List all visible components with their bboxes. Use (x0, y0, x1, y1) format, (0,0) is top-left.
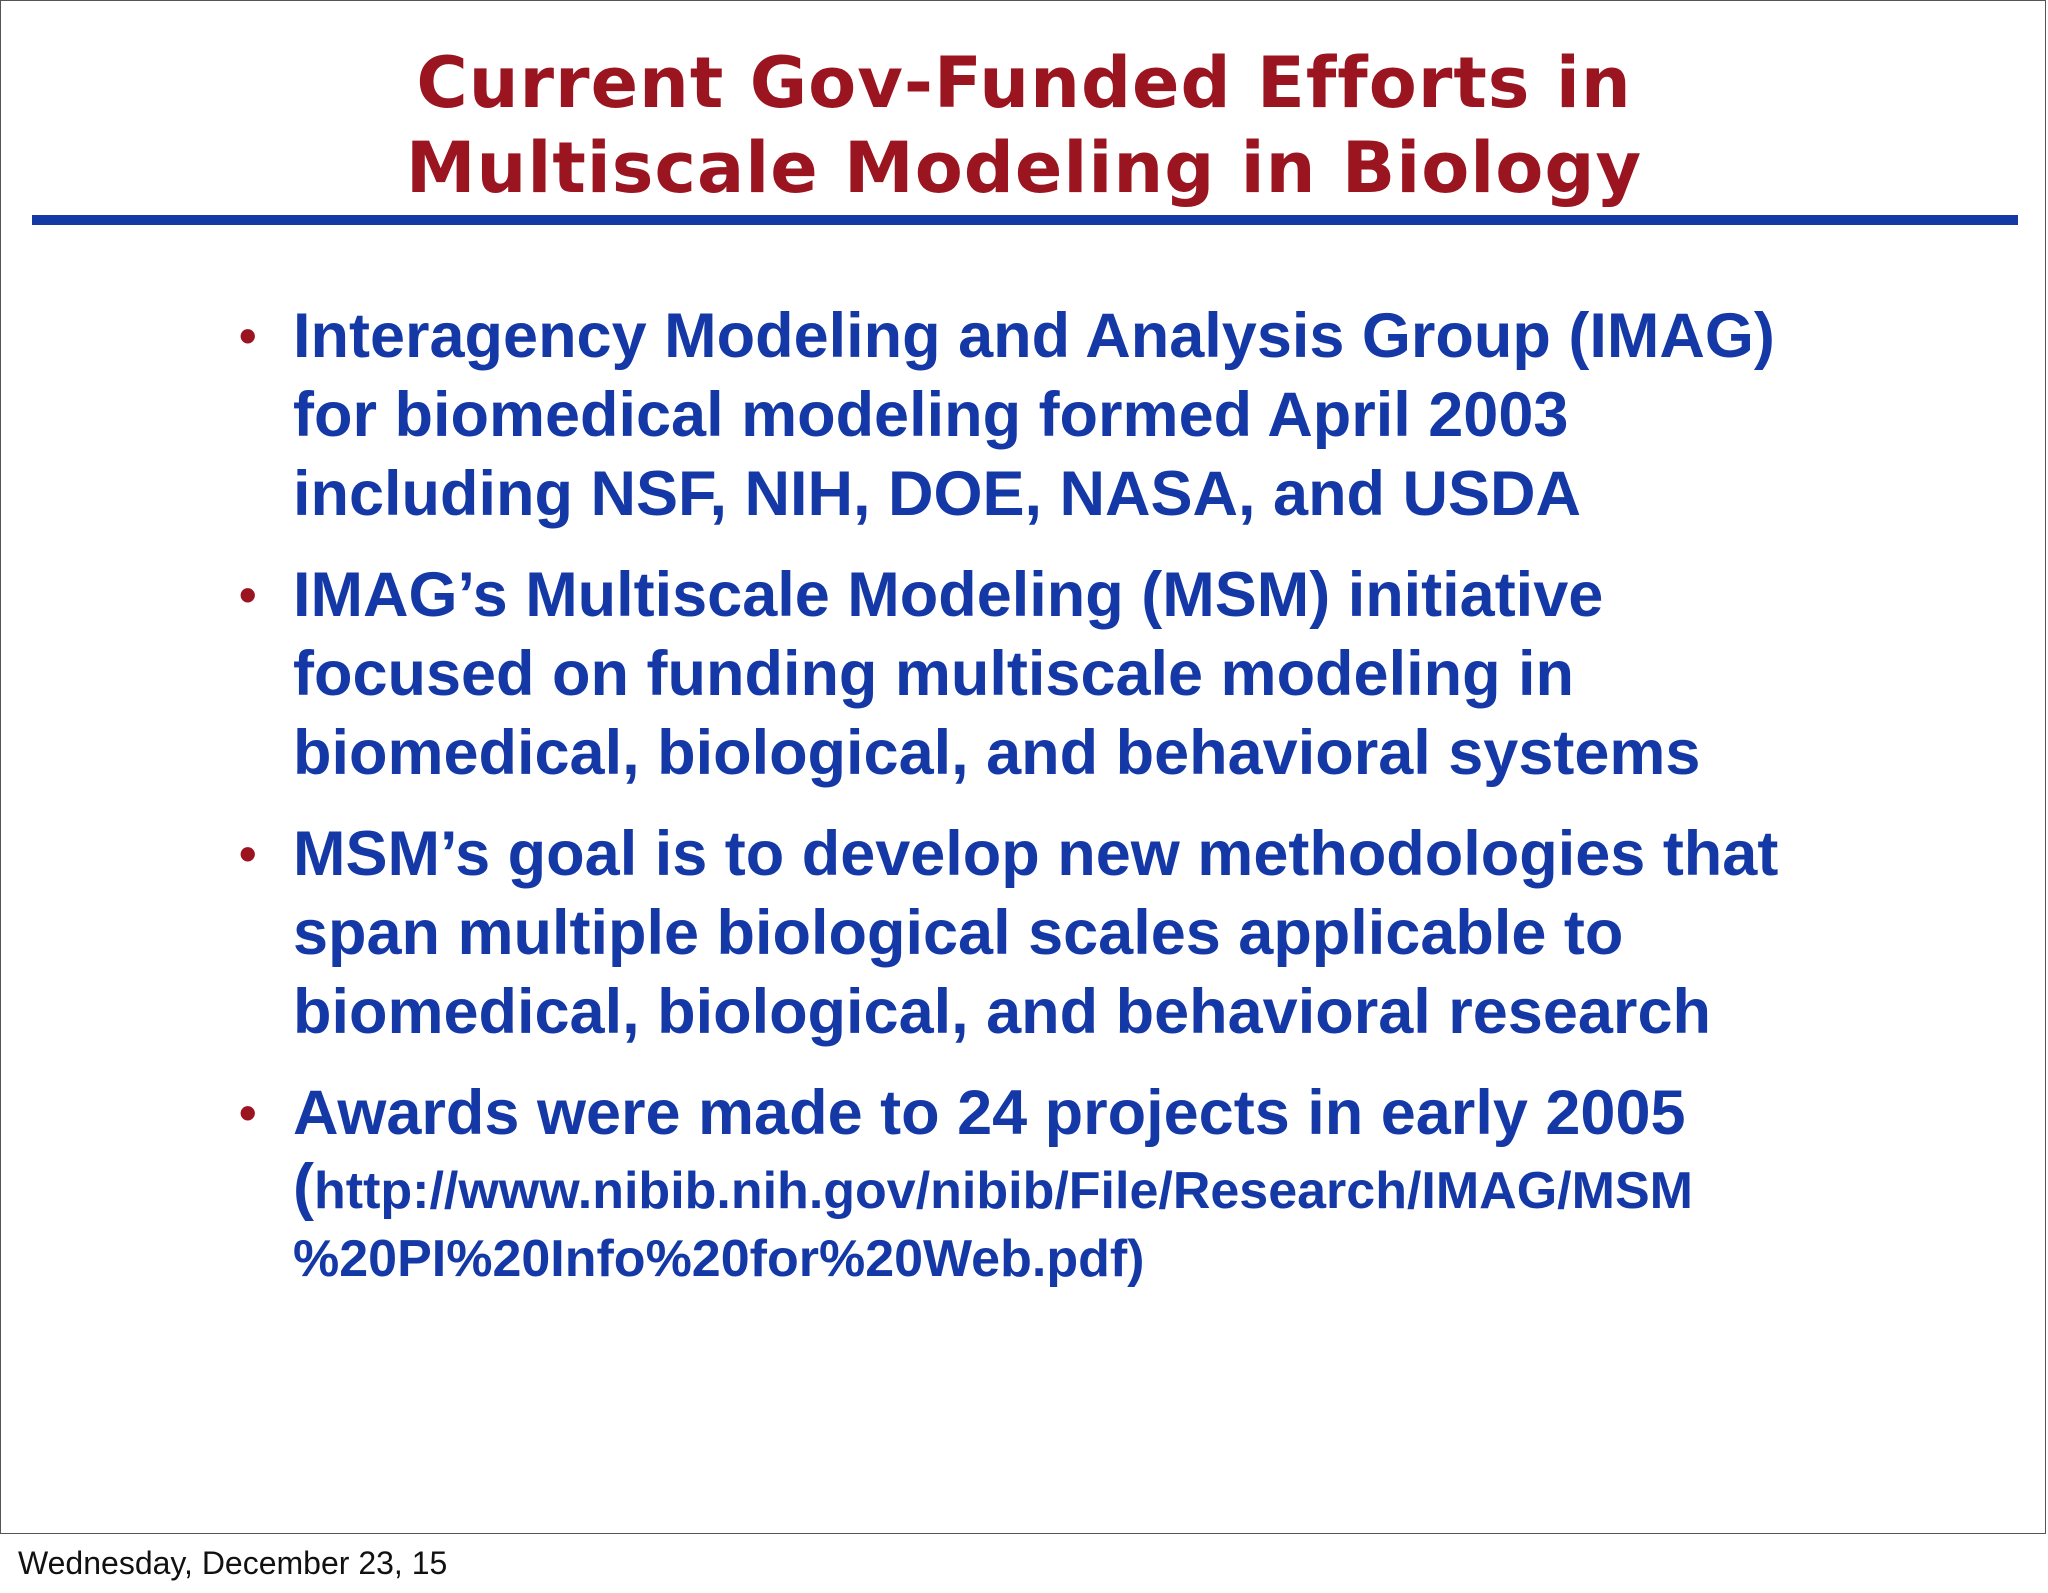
url-open-paren: ( (293, 1152, 314, 1222)
bullet-list (239, 297, 1999, 1315)
awards-url-line-2[interactable]: %20PI%20Info%20for%20Web.pdf) (293, 1230, 1145, 1288)
bullet-icon: • (239, 308, 257, 364)
bullet-item-imag (239, 297, 1999, 534)
title-divider (32, 215, 2018, 225)
awards-url-text: http://www.nibib.nih.gov/nibib/File/Research/IMAG/MSM (313, 1162, 1693, 1220)
bullet-item-msm-goal (239, 815, 1999, 1052)
slide-title-line-2: Multiscale Modeling in Biology (405, 127, 1643, 209)
bullet-text-line: Awards were made to 24 projects in early 2005 (293, 1078, 1686, 1148)
bullet-text-line: biomedical, biological, and behavioral systems (293, 718, 1701, 788)
bullet-text-line: for biomedical modeling formed April 2003 (293, 380, 1569, 450)
awards-url-line-1[interactable] (293, 1153, 1999, 1225)
bullet-icon: • (239, 826, 257, 882)
footer-date: Wednesday, December 23, 15 (18, 1545, 448, 1581)
bullet-text-line: including NSF, NIH, DOE, NASA, and USDA (293, 459, 1582, 529)
slide-title (1, 41, 2047, 211)
bullet-text-line: biomedical, biological, and behavioral research (293, 977, 1711, 1047)
bullet-icon: • (239, 1085, 257, 1141)
bullet-text-line: IMAG’s Multiscale Modeling (MSM) initiative (293, 560, 1604, 630)
bullet-text-line: span multiple biological scales applicable to (293, 898, 1624, 968)
slide-title-line-1: Current Gov-Funded Efforts in (416, 42, 1632, 124)
bullet-text-line: Interagency Modeling and Analysis Group (IMAG) (293, 301, 1775, 371)
bullet-item-awards (239, 1074, 1999, 1293)
bullet-icon: • (239, 567, 257, 623)
bullet-text-line: focused on funding multiscale modeling in (293, 639, 1575, 709)
bullet-item-msm-initiative (239, 556, 1999, 793)
bullet-text-line: MSM’s goal is to develop new methodologies that (293, 819, 1779, 889)
